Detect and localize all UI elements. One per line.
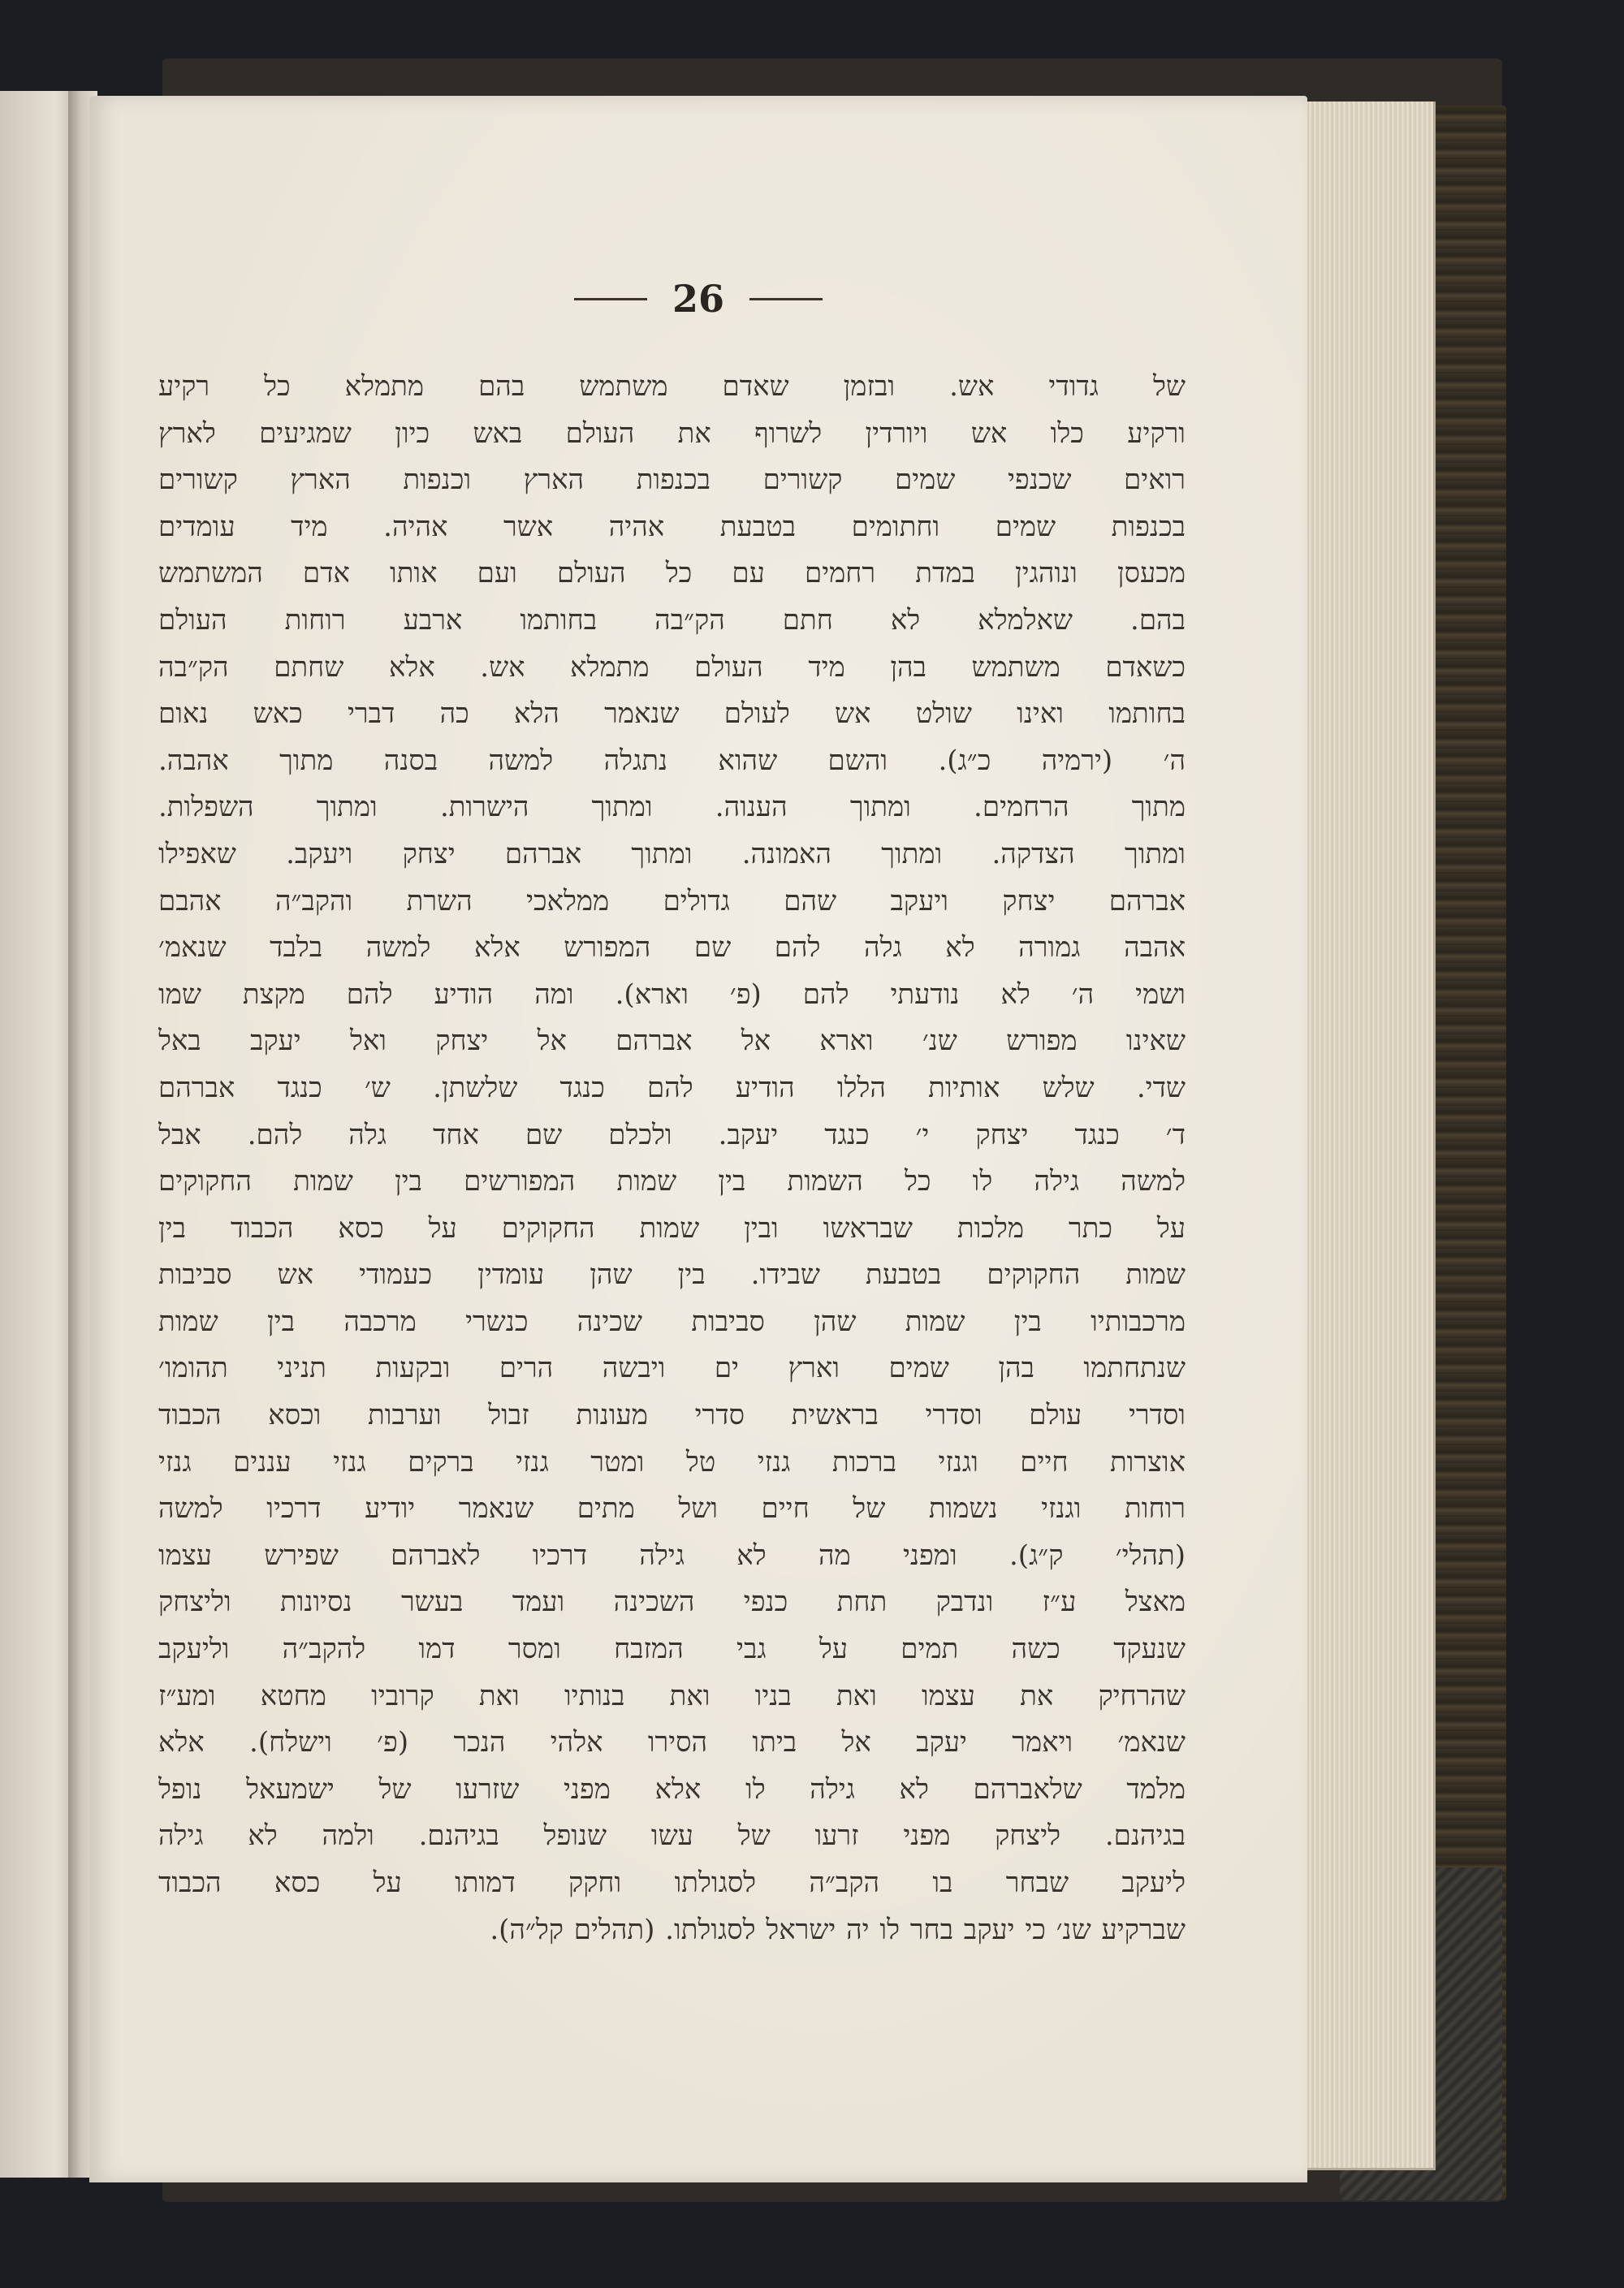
text-line: מאצל ע״ז ונדבק תחת כנפי השכינה ועמד בעשר נסיונות וליצחק	[158, 1586, 1186, 1619]
text-line: כשאדם משתמש בהן מיד העולם מתמלא אש. אלא שחתם הק״בה	[158, 650, 1186, 684]
text-line: שנאמ׳ ויאמר יעקב אל ביתו הסירו אלהי הנכר (פ׳ וישלח). אלא	[158, 1726, 1186, 1759]
text-line: למשה גילה לו כל השמות בין שמות המפורשים בין שמות החקוקים	[158, 1165, 1186, 1198]
page-header	[89, 266, 1307, 331]
text-line: בכנפות שמים וחתומים בטבעת אהיה אשר אהיה. מיד עומדים	[158, 510, 1186, 543]
text-line: אהבה גמורה לא גלה להם שם המפורש אלא למשה בלבד שנאמ׳	[158, 931, 1186, 965]
text-line: שדי. שלש אותיות הללו הודיע להם כנגד שלשתן. ש׳ כנגד אברהם	[158, 1071, 1186, 1104]
text-line: של גדודי אש. ובזמן שאדם משתמש בהם מתמלא כל רקיע	[158, 370, 1186, 403]
page-stack-edges	[1291, 101, 1436, 2170]
header-rule-left	[574, 298, 647, 300]
text-line: בהם. שאלמלא לא חתם הק״בה בחותמו ארבע רוחות העולם	[158, 603, 1186, 637]
text-line: וסדרי עולם וסדרי בראשית סדרי מעונות זבול וערבות וכסא הכבוד	[158, 1399, 1186, 1432]
text-line: שמות החקוקים בטבעת שבידו. בין שהן עומדין כעמודי אש סביבות	[158, 1258, 1186, 1292]
header-rule-right	[749, 298, 823, 300]
text-line: מתוך הרחמים. ומתוך הענוה. ומתוך הישרות. ומתוך השפלות.	[158, 791, 1186, 824]
text-line: על כתר מלכות שבראשו ובין שמות החקוקים על כסא הכבוד בין	[158, 1211, 1186, 1245]
text-line: אברהם יצחק ויעקב שהם גדולים ממלאכי השרת והקב״ה אהבם	[158, 884, 1186, 917]
text-line: שאינו מפורש שנ׳ וארא אל אברהם אל יצחק ואל יעקב באל	[158, 1025, 1186, 1058]
text-line: מכעסן ונוהגין במדת רחמים עם כל העולם ועם אותו אדם המשתמש	[158, 557, 1186, 590]
text-line: ה׳ (ירמיה כ״ג). והשם שהוא נתגלה למשה בסנה מתוך אהבה.	[158, 744, 1186, 777]
text-line: ליעקב שבחר בו הקב״ה לסגולתו וחקק דמותו על כסא הכבוד	[158, 1867, 1186, 1899]
text-line: שהרחיק את עצמו ואת בניו ואת בנותיו ואת קרוביו מחטא ומע״ז	[158, 1679, 1186, 1712]
page-body-text	[158, 364, 1186, 1953]
book-page	[89, 96, 1307, 2182]
text-line: מרכבותיו בין שמות שהן סביבות שכינה כנשרי מרכבה בין שמות	[158, 1305, 1186, 1338]
text-line: שנתחתמו בהן שמים וארץ ים ויבשה הרים ובקעות תניני תהומו׳	[158, 1352, 1186, 1385]
text-line: רוחות וגנזי נשמות של חיים ושל מתים שנאמר יודיע דרכיו למשה	[158, 1492, 1186, 1526]
text-line: ושמי ה׳ לא נודעתי להם (פ׳ וארא). ומה הודיע להם מקצת שמו	[158, 978, 1186, 1011]
text-line: שנעקד כשה תמים על גבי המזבח ומסר דמו להקב״ה וליעקב	[158, 1633, 1186, 1666]
text-line: בגיהנם. ליצחק מפני זרעו של עשו שנופל בגיהנם. ולמה לא גילה	[158, 1820, 1186, 1853]
page-number: 26	[672, 277, 724, 321]
text-line: מלמד שלאברהם לא גילה לו אלא מפני שזרעו של ישמעאל נופל	[158, 1772, 1186, 1806]
text-line: (תהלי׳ ק״ג). ומפני מה לא גילה דרכיו לאברהם שפירש עצמו	[158, 1539, 1186, 1572]
text-line: אוצרות חיים וגנזי ברכות גנזי טל ומטר גנזי ברקים גנזי עננים גנזי	[158, 1445, 1186, 1479]
text-line: ומתוך הצדקה. ומתוך האמונה. ומתוך אברהם יצחק ויעקב. שאפילו	[158, 837, 1186, 870]
text-line: ורקיע כלו אש ויורדין לשרוף את העולם באש כיון שמגיעים לארץ	[158, 417, 1186, 450]
text-line: בחותמו ואינו שולט אש לעולם שנאמר הלא כה דברי כאש נאום	[158, 697, 1186, 731]
text-line: ד׳ כנגד יצחק י׳ כנגד יעקב. ולכלם שם אחד גלה להם. אבל	[158, 1118, 1186, 1151]
text-line: שברקיע שנ׳ כי יעקב בחר לו יה ישראל לסגולתו. (תהלים קל״ה).	[490, 1913, 1186, 1946]
text-line: רואים שכנפי שמים קשורים בכנפות הארץ וכנפות הארץ קשורים	[158, 464, 1186, 497]
